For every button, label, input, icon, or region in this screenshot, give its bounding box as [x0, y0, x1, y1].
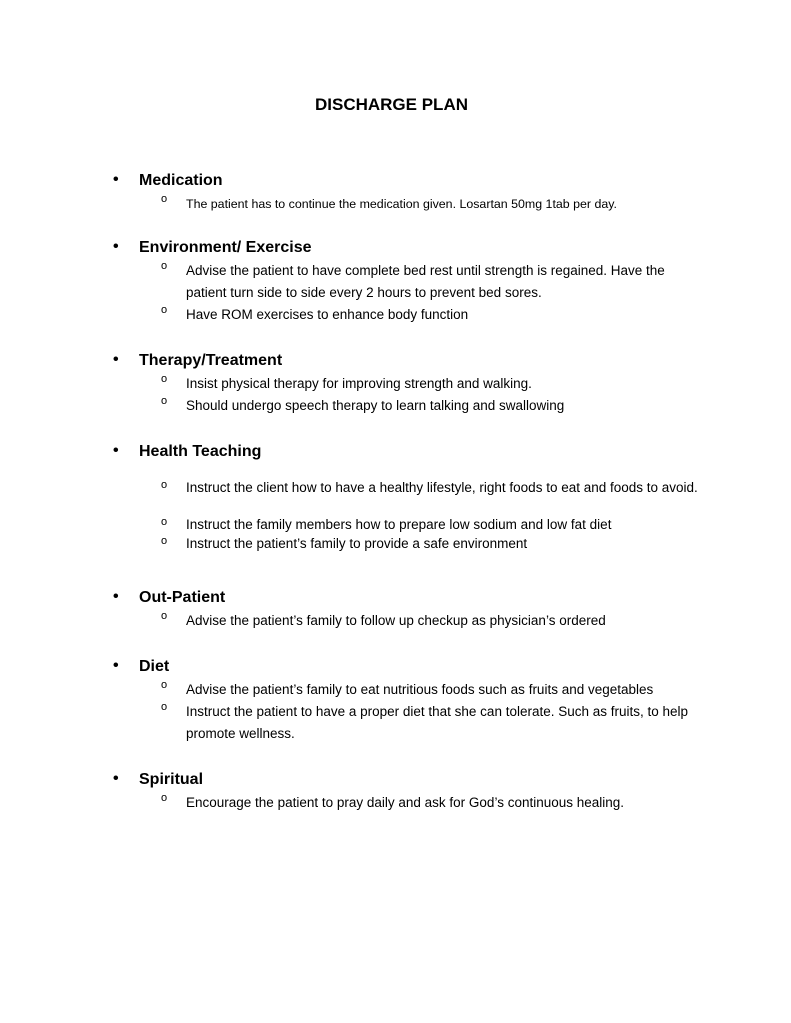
- item-bullet-icon: o: [161, 792, 168, 804]
- section-bullet-icon: •: [113, 238, 119, 255]
- section-bullet-icon: •: [113, 588, 119, 605]
- item-bullet-icon: o: [161, 193, 168, 205]
- list-item: o Should undergo speech therapy to learn talking and swallowing: [161, 395, 565, 413]
- list-item: o Instruct the family members how to prepare low sodium and low fat diet: [161, 516, 612, 532]
- section-bullet-icon: •: [113, 770, 119, 787]
- list-item: o Advise the patient to have complete bed rest until strength is regained. Have the patient turn side to side every 2 hours to prevent bed sores.: [161, 260, 665, 300]
- section-bullet-icon: •: [113, 442, 119, 459]
- section-bullet-icon: •: [113, 657, 119, 674]
- item-bullet-icon: o: [161, 479, 168, 491]
- document-page: DISCHARGE PLAN • Medication o The patient has to continue the medication given. Losartan 50mg 1tab per day. • Environment/ Exercise o Advise the patient to have complete bed rest until strength is regained. Have the patient turn side to side every 2 hours to prevent bed sores. o Have ROM exercises to enhance body function • Therapy/Treatment o Insist physical therapy for improving strength and walking. o Should undergo speech therapy to learn talking and swallowing • Health Teaching o Instruct the client how to have a healthy lifestyle, right foods to eat and foods to avoid. o Instruct the family members how to prepare low sodium and low fat diet o Instruct the patient’s family to provide a safe environment • Out-Patient o Advise the patient’s family to follow up checkup as physician’s ordered • Diet o Advise the patient’s family to eat nutritious foods such as fruits and vegetables o Instruct the patient to have a proper diet that she can tolerate. Such as fruits, to help promote wellness. • Spiritual o Encourage the patient to pray daily and ask for God’s continuous healing.: [0, 0, 791, 1023]
- item-bullet-icon: o: [161, 260, 168, 272]
- item-bullet-icon: o: [161, 535, 168, 547]
- list-item: o Insist physical therapy for improving strength and walking.: [161, 373, 532, 391]
- list-item: o Instruct the patient to have a proper diet that she can tolerate. Such as fruits, to help promote wellness.: [161, 701, 689, 741]
- item-bullet-icon: o: [161, 395, 168, 407]
- item-bullet-icon: o: [161, 701, 168, 713]
- item-bullet-icon: o: [161, 679, 168, 691]
- list-item: o Instruct the client how to have a healthy lifestyle, right foods to eat and foods to avoid.: [161, 479, 698, 495]
- list-item: o Instruct the patient’s family to provide a safe environment: [161, 535, 528, 551]
- section-bullet-icon: •: [113, 351, 119, 368]
- page-title: DISCHARGE PLAN: [314, 95, 468, 114]
- list-item: o The patient has to continue the medication given. Losartan 50mg 1tab per day.: [161, 193, 617, 211]
- list-item: o Advise the patient’s family to follow up checkup as physician’s ordered: [161, 610, 606, 628]
- section-bullet-icon: •: [113, 171, 119, 188]
- list-item: o Advise the patient’s family to eat nutritious foods such as fruits and vegetables: [161, 679, 654, 697]
- item-bullet-icon: o: [161, 610, 168, 622]
- list-item: o Have ROM exercises to enhance body function: [161, 304, 469, 322]
- item-bullet-icon: o: [161, 304, 168, 316]
- item-bullet-icon: o: [161, 516, 168, 528]
- list-item: o Encourage the patient to pray daily and ask for God’s continuous healing.: [161, 792, 625, 810]
- item-bullet-icon: o: [161, 373, 168, 385]
